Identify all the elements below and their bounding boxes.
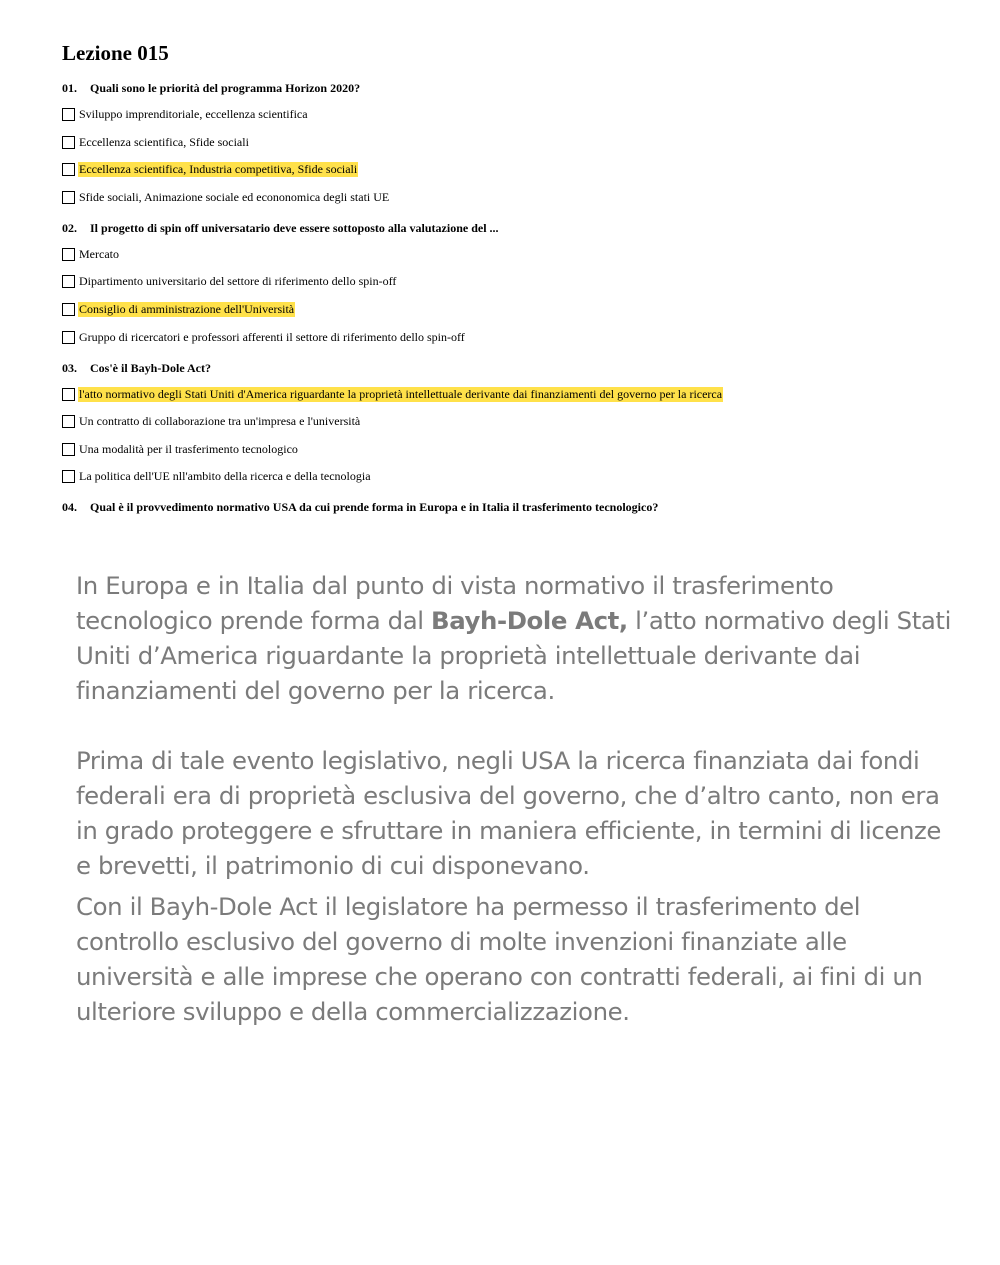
checkbox[interactable]	[62, 275, 75, 288]
checkbox[interactable]	[62, 248, 75, 261]
checkbox[interactable]	[62, 108, 75, 121]
option-item[interactable]	[62, 106, 962, 123]
question-label: Qual è il provvedimento normativo USA da cui prende forma in Europa e in Italia il trasferimento tecnologico?	[90, 500, 659, 515]
checkbox[interactable]	[62, 303, 75, 316]
question-04	[62, 499, 962, 515]
question-text	[62, 499, 962, 515]
option-label-highlighted: Consiglio di amministrazione dell'Università	[79, 301, 295, 316]
document-page	[62, 38, 962, 529]
option-label: Sviluppo imprenditoriale, eccellenza scientifica	[79, 107, 308, 121]
question-number: 04.	[62, 500, 77, 515]
answer-block	[76, 568, 956, 1029]
answer-text: l’atto normativo degli Stati Uniti d’America riguardante la proprietà intellettuale derivante dai finanziamenti del governo per la ricerca.	[76, 606, 951, 705]
option-label: La politica dell'UE nll'ambito della ricerca e della tecnologia	[79, 469, 371, 484]
option-item[interactable]	[62, 441, 962, 458]
checkbox[interactable]	[62, 163, 75, 176]
question-label: Quali sono le priorità del programma Horizon 2020?	[90, 81, 361, 95]
answer-text: In Europa e in Italia dal punto di vista normativo il trasferimento tecnologico prende forma dal	[76, 571, 834, 635]
question-01	[62, 80, 962, 206]
question-text	[62, 220, 962, 236]
checkbox[interactable]	[62, 470, 75, 483]
option-item[interactable]	[62, 413, 962, 430]
option-label: Dipartimento universitario del settore di riferimento dello spin-off	[79, 274, 397, 289]
answer-paragraph	[76, 568, 956, 708]
option-label: Una modalità per il trasferimento tecnologico	[79, 441, 298, 456]
checkbox[interactable]	[62, 443, 75, 456]
checkbox[interactable]	[62, 331, 75, 344]
answer-paragraph: Prima di tale evento legislativo, negli USA la ricerca finanziata dai fondi federali era di proprietà esclusiva del governo, che d’altro canto, non era in grado proteggere e sfruttare in maniera efficiente, in termini di licenze e brevetti, il patrimonio di cui disponevano.	[76, 746, 942, 880]
option-label: Sfide sociali, Animazione sociale ed econonomica degli stati UE	[79, 189, 390, 204]
option-item[interactable]	[62, 273, 962, 290]
checkbox[interactable]	[62, 415, 75, 428]
option-item-correct[interactable]	[62, 301, 962, 318]
answer-bold-term: Bayh-Dole Act,	[431, 606, 628, 635]
checkbox[interactable]	[62, 191, 75, 204]
option-item[interactable]	[62, 134, 962, 151]
question-number: 03.	[62, 360, 77, 375]
option-item-correct[interactable]	[62, 161, 962, 178]
question-02	[62, 220, 962, 346]
option-label: Eccellenza scientifica, Sfide sociali	[79, 134, 249, 149]
option-label-highlighted: l'atto normativo degli Stati Uniti d'America riguardante la proprietà intellettuale derivante dai finanziamenti del governo per la ricerca	[79, 386, 723, 401]
checkbox[interactable]	[62, 388, 75, 401]
option-label: Gruppo di ricercatori e professori afferenti il settore di riferimento dello spin-off	[79, 329, 465, 344]
option-label: Un contratto di collaborazione tra un'impresa e l'università	[79, 414, 361, 429]
option-label-highlighted: Eccellenza scientifica, Industria competitiva, Sfide sociali	[79, 162, 358, 177]
question-label: Cos'è il Bayh-Dole Act?	[90, 360, 211, 375]
checkbox[interactable]	[62, 136, 75, 149]
question-03	[62, 360, 962, 486]
option-item[interactable]	[62, 329, 962, 346]
option-label: Mercato	[79, 246, 119, 261]
option-item[interactable]	[62, 246, 962, 263]
question-number: 01.	[62, 81, 77, 95]
question-text	[62, 360, 962, 376]
lesson-title: Lezione 015	[62, 41, 169, 65]
option-item-correct[interactable]	[62, 386, 962, 403]
answer-paragraph: Con il Bayh-Dole Act il legislatore ha permesso il trasferimento del controllo esclusivo del governo di molte invenzioni finanziate alle università e alle imprese che operano con contratti federali, ai fini di un ulteriore sviluppo e della commercializzazione.	[76, 892, 923, 1026]
question-text	[62, 80, 962, 96]
option-item[interactable]	[62, 468, 962, 485]
question-number: 02.	[62, 220, 77, 235]
option-item[interactable]	[62, 189, 962, 206]
question-label: Il progetto di spin off universatario deve essere sottoposto alla valutazione del ...	[90, 220, 499, 235]
